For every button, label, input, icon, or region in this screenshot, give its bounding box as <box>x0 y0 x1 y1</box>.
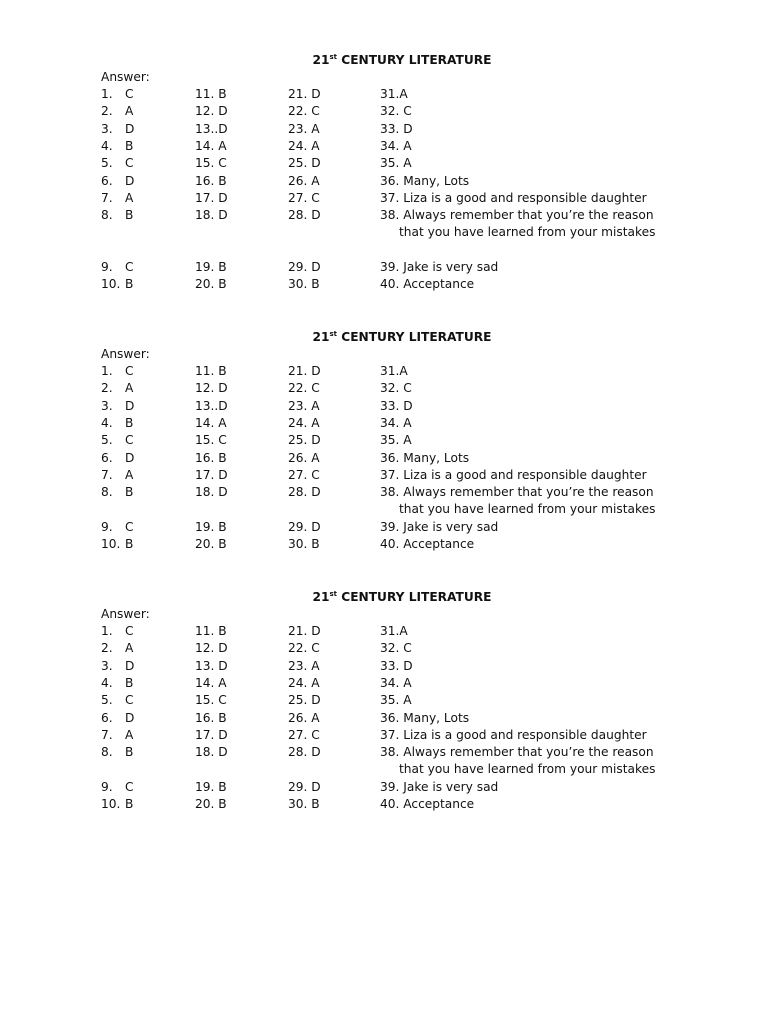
answer-row <box>0 139 768 156</box>
answer-col-4: 40. Acceptance <box>380 276 475 291</box>
answer-col-3: 23. A <box>288 658 320 673</box>
item-number: 1. <box>101 87 113 101</box>
answer-col-2: 19. B <box>195 779 227 794</box>
answer-col-3: 28. D <box>288 745 321 760</box>
answer-row <box>0 520 768 537</box>
answer-row <box>0 711 768 728</box>
answer-col-3: 30. B <box>288 797 320 811</box>
answer-col-4: 38. Always remember that you’re the reason <box>380 745 654 760</box>
answer-col-4: 38. Always remember that you’re the reason <box>380 485 654 500</box>
answer-col-4: 33. D <box>380 658 413 673</box>
item-answer: B <box>125 537 134 551</box>
item-number: 5. <box>101 433 113 448</box>
item-answer: A <box>125 381 134 396</box>
answer-row <box>0 659 768 676</box>
section-title <box>0 590 768 604</box>
title-ordinal-suffix: st <box>329 590 338 598</box>
answer-row <box>0 156 768 173</box>
title-ordinal-suffix: st <box>329 330 338 338</box>
answer-col-2: 19. B <box>195 519 227 534</box>
answer-col-3: 25. D <box>288 693 321 708</box>
answer-row <box>0 364 768 381</box>
answer-col-2: 18. D <box>195 208 228 223</box>
title-ordinal-suffix: st <box>329 53 338 61</box>
item-answer: C <box>125 156 134 171</box>
item-number: 3. <box>101 121 113 136</box>
item-answer: C <box>125 624 134 638</box>
item-number: 8. <box>101 485 113 500</box>
item-number: 9. <box>101 259 113 274</box>
answer-col-4: 37. Liza is a good and responsible daughter <box>380 467 647 482</box>
answer-col-2: 11. B <box>195 364 227 378</box>
answer-col-3: 27. C <box>288 190 320 205</box>
item-number: 5. <box>101 156 113 171</box>
answer-row <box>0 191 768 208</box>
answer-col-3: 23. A <box>288 398 320 413</box>
answer-col-4: 32. C <box>380 641 412 656</box>
answer-col-2: 12. D <box>195 381 228 396</box>
answer-col-4: 40. Acceptance <box>380 537 475 551</box>
answer-col-4: 31.A <box>380 87 408 101</box>
item-number: 1. <box>101 624 113 638</box>
answer-col-3: 30. B <box>288 537 320 551</box>
item-number: 3. <box>101 398 113 413</box>
item-answer: B <box>125 208 134 223</box>
item-answer: A <box>125 190 134 205</box>
answer-col-3: 24. A <box>288 138 320 153</box>
answer-col-3: 24. A <box>288 675 320 690</box>
answer-col-2: 20. B <box>195 537 227 551</box>
item-number: 2. <box>101 381 113 396</box>
title-number: 21 <box>312 53 330 68</box>
item-number: 10. <box>101 276 121 291</box>
answer-col-2: 11. B <box>195 624 227 638</box>
answer-row <box>0 762 768 779</box>
item-answer: B <box>125 276 134 291</box>
answer-col-3: 29. D <box>288 519 321 534</box>
answer-col-2: 15. C <box>195 156 227 171</box>
answer-col-4: 40. Acceptance <box>380 797 475 811</box>
answer-col-2: 14. A <box>195 675 227 690</box>
answer-col-3: 30. B <box>288 276 320 291</box>
section-title <box>0 330 768 344</box>
item-number: 5. <box>101 693 113 708</box>
item-number: 10. <box>101 797 121 811</box>
answer-col-2: 12. D <box>195 104 228 119</box>
answer-col-3: 22. C <box>288 381 320 396</box>
answer-col-2: 17. D <box>195 467 228 482</box>
item-number: 6. <box>101 710 113 725</box>
answer-col-4: 34. A <box>380 415 412 430</box>
item-answer: D <box>125 710 135 725</box>
answer-col-4: 33. D <box>380 398 413 413</box>
title-text: CENTURY LITERATURE <box>337 330 492 345</box>
answer-col-2: 20. B <box>195 276 227 291</box>
answer-col-3: 28. D <box>288 485 321 500</box>
answer-row <box>0 485 768 502</box>
item-number: 4. <box>101 675 113 690</box>
item-answer: C <box>125 364 134 378</box>
item-answer: A <box>125 467 134 482</box>
item-answer: A <box>125 104 134 119</box>
item-answer: D <box>125 398 135 413</box>
answer-col-2: 13..D <box>195 121 228 136</box>
answer-row <box>0 104 768 121</box>
answer-col-4: 34. A <box>380 138 412 153</box>
answer-col-2: 16. B <box>195 450 227 465</box>
answer-col-2: 11. B <box>195 87 227 101</box>
answer-row <box>0 728 768 745</box>
answer-col-3: 25. D <box>288 156 321 171</box>
item-number: 8. <box>101 208 113 223</box>
answer-continuation: that you have learned from your mistakes <box>399 502 656 517</box>
item-number: 6. <box>101 173 113 188</box>
answer-col-3: 27. C <box>288 467 320 482</box>
item-answer: D <box>125 658 135 673</box>
answer-col-2: 18. D <box>195 485 228 500</box>
item-answer: C <box>125 259 134 274</box>
item-answer: C <box>125 519 134 534</box>
item-answer: B <box>125 745 134 760</box>
item-answer: B <box>125 415 134 430</box>
answer-row <box>0 122 768 139</box>
answer-row <box>0 745 768 762</box>
answer-col-4: 35. A <box>380 693 412 708</box>
answer-col-2: 17. D <box>195 190 228 205</box>
answer-col-2: 13. D <box>195 658 228 673</box>
answer-col-4: 36. Many, Lots <box>380 710 470 725</box>
answer-row <box>0 797 768 814</box>
answer-col-4: 31.A <box>380 364 408 378</box>
answer-col-3: 21. D <box>288 87 321 101</box>
answer-label: Answer: <box>101 607 150 621</box>
answer-row <box>0 260 768 277</box>
answer-col-4: 31.A <box>380 624 408 638</box>
answer-col-3: 22. C <box>288 104 320 119</box>
answer-continuation: that you have learned from your mistakes <box>399 762 656 777</box>
answer-col-3: 22. C <box>288 641 320 656</box>
item-number: 7. <box>101 727 113 742</box>
item-answer: D <box>125 173 135 188</box>
answer-col-3: 27. C <box>288 727 320 742</box>
answer-col-3: 26. A <box>288 450 320 465</box>
answer-row <box>0 225 768 242</box>
item-answer: B <box>125 675 134 690</box>
answer-col-4: 38. Always remember that you’re the reason <box>380 208 654 223</box>
answer-col-3: 25. D <box>288 433 321 448</box>
item-answer: A <box>125 641 134 656</box>
answer-row <box>0 277 768 294</box>
answer-row <box>0 693 768 710</box>
item-number: 7. <box>101 467 113 482</box>
section-title <box>0 53 768 67</box>
item-number: 6. <box>101 450 113 465</box>
item-number: 10. <box>101 537 121 551</box>
item-number: 9. <box>101 779 113 794</box>
answer-col-3: 24. A <box>288 415 320 430</box>
answer-row <box>0 468 768 485</box>
answer-col-3: 29. D <box>288 779 321 794</box>
answer-col-4: 33. D <box>380 121 413 136</box>
item-number: 3. <box>101 658 113 673</box>
item-number: 2. <box>101 641 113 656</box>
answer-row <box>0 381 768 398</box>
answer-col-2: 18. D <box>195 745 228 760</box>
answer-col-4: 39. Jake is very sad <box>380 779 499 794</box>
answer-row <box>0 537 768 554</box>
answer-col-3: 21. D <box>288 624 321 638</box>
item-answer: C <box>125 779 134 794</box>
item-answer: A <box>125 727 134 742</box>
answer-col-2: 16. B <box>195 710 227 725</box>
answer-col-3: 26. A <box>288 710 320 725</box>
title-number: 21 <box>312 590 330 605</box>
answer-col-4: 32. C <box>380 381 412 396</box>
answer-label: Answer: <box>101 347 150 361</box>
item-answer: D <box>125 450 135 465</box>
item-answer: C <box>125 693 134 708</box>
answer-row <box>0 676 768 693</box>
answer-col-4: 35. A <box>380 156 412 171</box>
answer-col-2: 12. D <box>195 641 228 656</box>
answer-col-2: 15. C <box>195 433 227 448</box>
answer-col-3: 29. D <box>288 259 321 274</box>
answer-row <box>0 641 768 658</box>
answer-col-4: 36. Many, Lots <box>380 450 470 465</box>
answer-col-2: 19. B <box>195 259 227 274</box>
answer-col-4: 32. C <box>380 104 412 119</box>
answer-col-4: 36. Many, Lots <box>380 173 470 188</box>
item-number: 8. <box>101 745 113 760</box>
item-answer: D <box>125 121 135 136</box>
answer-row <box>0 502 768 519</box>
answer-row <box>0 208 768 225</box>
title-text: CENTURY LITERATURE <box>337 53 492 68</box>
answer-col-2: 14. A <box>195 415 227 430</box>
answer-col-2: 13..D <box>195 398 228 413</box>
answer-col-3: 23. A <box>288 121 320 136</box>
answer-label: Answer: <box>101 70 150 84</box>
answer-col-3: 26. A <box>288 173 320 188</box>
answer-col-4: 37. Liza is a good and responsible daughter <box>380 727 647 742</box>
item-answer: C <box>125 433 134 448</box>
answer-row <box>0 451 768 468</box>
item-number: 4. <box>101 415 113 430</box>
item-answer: C <box>125 87 134 101</box>
answer-row <box>0 780 768 797</box>
answer-col-3: 28. D <box>288 208 321 223</box>
answer-col-2: 15. C <box>195 693 227 708</box>
item-answer: B <box>125 138 134 153</box>
item-answer: B <box>125 485 134 500</box>
answer-row <box>0 87 768 104</box>
item-number: 1. <box>101 364 113 378</box>
answer-row <box>0 433 768 450</box>
title-text: CENTURY LITERATURE <box>337 590 492 605</box>
answer-row <box>0 174 768 191</box>
item-answer: B <box>125 797 134 811</box>
answer-col-3: 21. D <box>288 364 321 378</box>
answer-col-2: 14. A <box>195 138 227 153</box>
answer-col-2: 20. B <box>195 797 227 811</box>
answer-col-2: 16. B <box>195 173 227 188</box>
answer-col-4: 37. Liza is a good and responsible daughter <box>380 190 647 205</box>
answer-row <box>0 399 768 416</box>
answer-col-4: 35. A <box>380 433 412 448</box>
answer-col-4: 39. Jake is very sad <box>380 519 499 534</box>
item-number: 7. <box>101 190 113 205</box>
answer-continuation: that you have learned from your mistakes <box>399 225 656 240</box>
answer-row <box>0 416 768 433</box>
answer-col-2: 17. D <box>195 727 228 742</box>
item-number: 4. <box>101 138 113 153</box>
answer-col-4: 34. A <box>380 675 412 690</box>
item-number: 2. <box>101 104 113 119</box>
answer-row <box>0 624 768 641</box>
title-number: 21 <box>312 330 330 345</box>
item-number: 9. <box>101 519 113 534</box>
answer-col-4: 39. Jake is very sad <box>380 259 499 274</box>
